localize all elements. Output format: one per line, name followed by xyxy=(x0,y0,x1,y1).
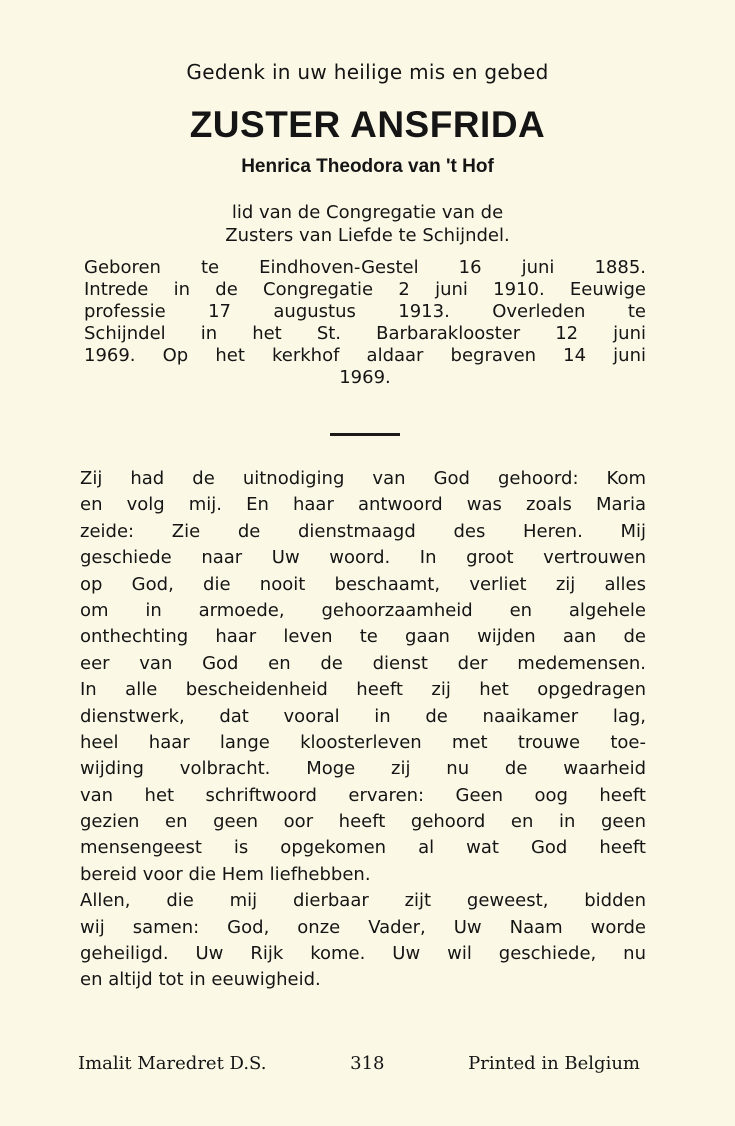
deceased-name: ZUSTER ANSFRIDA xyxy=(189,104,546,145)
memorial-line: wijding volbracht. Moge zij nu de waarheid xyxy=(80,758,646,780)
memorial-text xyxy=(80,466,646,994)
memorial-line: zeide: Zie de dienstmaagd des Heren. Mij xyxy=(80,520,646,542)
memorial-line: bereid voor die Hem liefhebben. xyxy=(80,863,371,885)
biography-line: 1969. Op het kerkhof aldaar begraven 14 juni xyxy=(84,345,646,366)
memorial-line: om in armoede, gehoorzaamheid en algehele xyxy=(80,599,646,621)
membership-line: lid van de Congregatie van de xyxy=(231,202,504,223)
memorial-line: gezien en geen oor heeft gehoord en in geen xyxy=(80,811,646,833)
memorial-line: Zij had de uitnodiging van God gehoord: Kom xyxy=(80,468,646,489)
memorial-line: eer van God en de dienst der medemensen. xyxy=(80,652,646,674)
printer-footer xyxy=(78,1053,640,1074)
printer-name: Imalit Maredret D.S. xyxy=(78,1053,267,1074)
biography-text xyxy=(84,257,646,389)
memorial-line: geschiede naar Uw woord. In groot vertrouwen xyxy=(80,547,646,569)
memorial-line: geheiligd. Uw Rijk kome. Uw wil geschiede, nu xyxy=(80,943,646,965)
biography-line: Geboren te Eindhoven-Gestel 16 juni 1885. xyxy=(84,257,646,278)
memorial-line: dienstwerk, dat vooral in de naaikamer lag, xyxy=(80,705,646,727)
print-number: 318 xyxy=(350,1053,385,1074)
full-name: Henrica Theodora van 't Hof xyxy=(241,156,494,177)
biography-line: professie 17 augustus 1913. Overleden te xyxy=(84,301,646,322)
memorial-line: van het schriftwoord ervaren: Geen oog heeft xyxy=(80,784,646,806)
memorial-line: heel haar lange kloosterleven met trouwe toe- xyxy=(80,731,646,753)
memorial-line: wij samen: God, onze Vader, Uw Naam worde xyxy=(80,916,646,938)
memorial-line: op God, die nooit beschaamt, verliet zij alles xyxy=(80,573,646,595)
memorial-line: mensengeest is opgekomen al wat God heeft xyxy=(80,837,646,859)
membership-text xyxy=(0,201,735,247)
membership-line: Zusters van Liefde te Schijndel. xyxy=(225,225,510,246)
memorial-line: en altijd tot in eeuwigheid. xyxy=(80,969,321,991)
divider-rule xyxy=(330,433,400,436)
memorial-line: In alle bescheidenheid heeft zij het opgedragen xyxy=(80,679,646,701)
biography-line: Schijndel in het St. Barbaraklooster 12 juni xyxy=(84,323,646,344)
print-origin: Printed in Belgium xyxy=(468,1053,640,1074)
memorial-line: onthechting haar leven te gaan wijden aan de xyxy=(80,626,646,648)
memorial-line: en volg mij. En haar antwoord was zoals Maria xyxy=(80,494,646,516)
intro-line: Gedenk in uw heilige mis en gebed xyxy=(186,60,549,84)
biography-line: 1969. xyxy=(339,367,391,388)
memorial-line: Allen, die mij dierbaar zijt geweest, bidden xyxy=(80,890,646,912)
biography-line: Intrede in de Congregatie 2 juni 1910. Eeuwige xyxy=(84,279,646,300)
